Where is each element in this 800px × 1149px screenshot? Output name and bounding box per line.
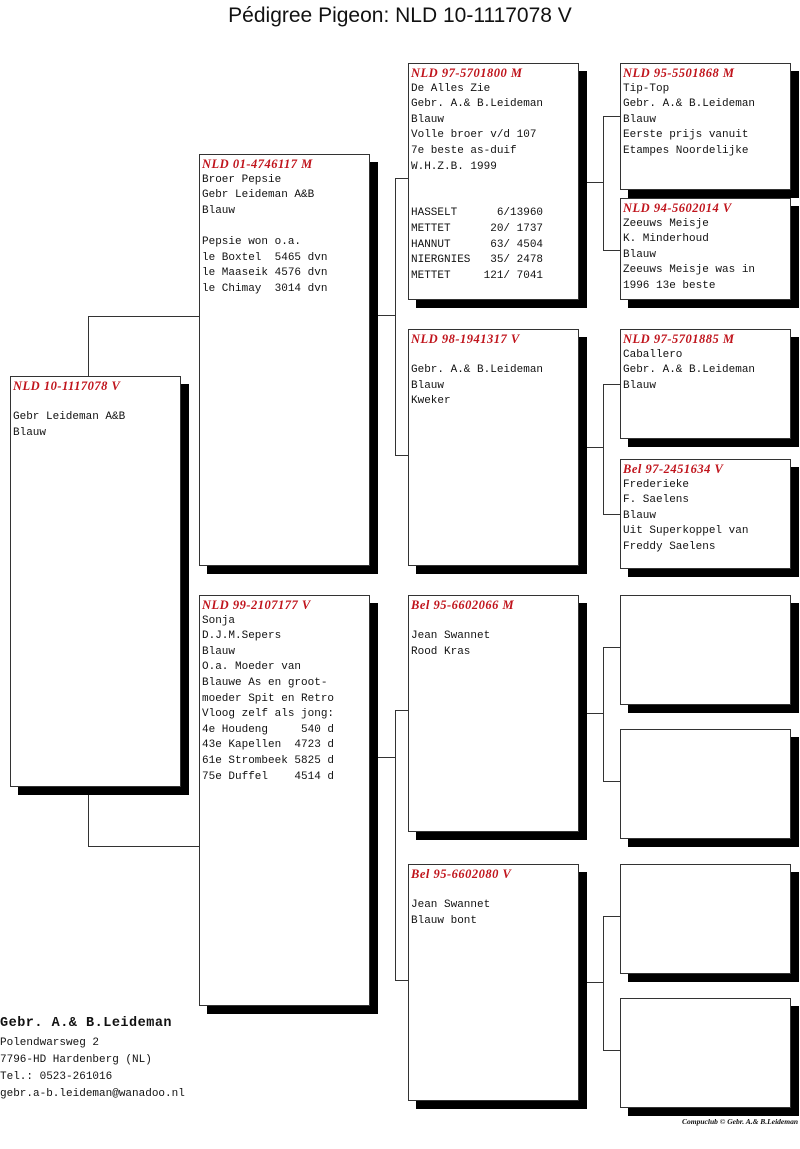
- pigeon-info-line: Rood Kras: [411, 645, 471, 658]
- ring-number: [623, 598, 788, 614]
- pigeon-info-line: Jean Swannet: [411, 899, 491, 912]
- breeder-email: gebr.a-b.leideman@wanadoo.nl: [0, 1088, 185, 1100]
- pigeon-info-line: Blauw: [411, 113, 445, 126]
- pigeon-info-line: Gebr Leideman A&B: [202, 189, 315, 202]
- pigeon-info-line: [411, 175, 576, 191]
- ring-number: NLD 01-4746117 M: [202, 157, 313, 171]
- pigeon-card: [408, 595, 579, 832]
- connector-line: [586, 447, 603, 448]
- pigeon-info-line: Sonja: [202, 614, 236, 627]
- pigeon-info-line: Eerste prijs vanuit: [623, 129, 749, 142]
- pigeon-info-line: Blauw: [623, 248, 657, 261]
- breeder-phone: Tel.: 0523-261016: [0, 1071, 113, 1083]
- page-title: Pédigree Pigeon: NLD 10-1117078 V: [228, 4, 572, 27]
- pigeon-info-line: Blauw bont: [411, 914, 478, 927]
- pigeon-card: [620, 864, 791, 974]
- connector-line: [603, 647, 620, 648]
- connector-line: [395, 178, 408, 179]
- ring-number: Bel 97-2451634 V: [623, 462, 724, 476]
- ring-number: NLD 95-5501868 M: [623, 66, 735, 80]
- software-credit: Compuclub © Gebr. A.& B.Leideman: [682, 1117, 798, 1126]
- pigeon-info-line: Kweker: [411, 395, 451, 408]
- ring-number: [623, 867, 788, 883]
- connector-line: [395, 710, 396, 980]
- pigeon-info-line: De Alles Zie: [411, 82, 491, 95]
- ring-number: NLD 97-5701800 M: [411, 66, 523, 80]
- ring-number: Bel 95-6602066 M: [411, 598, 515, 612]
- pigeon-info-line: [411, 614, 576, 630]
- ring-number: NLD 94-5602014 V: [623, 201, 732, 215]
- pigeon-info-line: Blauw: [411, 379, 445, 392]
- connector-line: [88, 316, 89, 376]
- pigeon-card: [620, 63, 791, 190]
- breeder-info: [0, 1015, 185, 1103]
- ring-number: NLD 10-1117078 V: [13, 379, 121, 393]
- pigeon-card: [408, 329, 579, 566]
- breeder-address: Polendwarsweg 2: [0, 1037, 100, 1049]
- pigeon-info-line: Blauw: [623, 113, 657, 126]
- pigeon-info-line: K. Minderhoud: [623, 233, 709, 246]
- pigeon-info-line: Jean Swannet: [411, 630, 491, 643]
- pigeon-card: [620, 998, 791, 1108]
- pigeon-info-line: moeder Spit en Retro: [202, 692, 335, 705]
- pigeon-info-line: D.J.M.Sepers: [202, 630, 282, 643]
- pigeon-info-line: Tip-Top: [623, 82, 670, 95]
- connector-line: [88, 794, 89, 847]
- connector-line: [603, 514, 620, 515]
- connector-line: [586, 182, 603, 183]
- connector-line: [88, 316, 199, 317]
- connector-line: [603, 916, 604, 1050]
- connector-line: [603, 384, 604, 514]
- pigeon-info-line: HANNUT 63/ 4504: [411, 238, 544, 251]
- pigeon-info-line: 43e Kapellen 4723 d: [202, 739, 335, 752]
- connector-line: [88, 846, 199, 847]
- pigeon-info-line: Blauwe As en groot-: [202, 676, 328, 689]
- connector-line: [603, 116, 604, 250]
- pigeon-card: [620, 729, 791, 839]
- connector-line: [603, 384, 620, 385]
- pigeon-info-line: Blauw: [202, 204, 236, 217]
- pigeon-info-line: Etampes Noordelijke: [623, 144, 749, 157]
- pigeon-info-line: Broer Pepsie: [202, 173, 282, 186]
- pigeon-info-line: Blauw: [623, 379, 657, 392]
- pigeon-info-line: 4e Houdeng 540 d: [202, 723, 335, 736]
- pigeon-info-line: 61e Strombeek 5825 d: [202, 754, 335, 767]
- pigeon-info-line: Blauw: [623, 509, 657, 522]
- pigeon-info-line: Gebr. A.& B.Leideman: [623, 364, 756, 377]
- ring-number: [623, 1001, 788, 1017]
- connector-line: [603, 250, 620, 251]
- pigeon-info-line: le Chimay 3014 dvn: [202, 282, 328, 295]
- pigeon-info-line: METTET 121/ 7041: [411, 269, 544, 282]
- ring-number: [623, 732, 788, 748]
- pigeon-card: [620, 329, 791, 439]
- connector-line: [603, 916, 620, 917]
- pigeon-info-line: Blauw: [202, 645, 236, 658]
- pigeon-info-line: Volle broer v/d 107: [411, 129, 537, 142]
- pigeon-info-line: [13, 395, 178, 411]
- ring-number: NLD 98-1941317 V: [411, 332, 520, 346]
- ring-number: NLD 97-5701885 M: [623, 332, 735, 346]
- pigeon-info-line: le Maaseik 4576 dvn: [202, 267, 328, 280]
- pigeon-info-line: 75e Duffel 4514 d: [202, 770, 335, 783]
- pigeon-info-line: Blauw: [13, 426, 47, 439]
- pigeon-info-line: F. Saelens: [623, 494, 690, 507]
- pigeon-info-line: [411, 348, 576, 364]
- pigeon-info-line: Gebr. A.& B.Leideman: [411, 364, 544, 377]
- pigeon-info-line: Freddy Saelens: [623, 540, 716, 553]
- pigeon-card: [620, 198, 791, 300]
- connector-line: [395, 980, 408, 981]
- pigeon-info-line: Gebr Leideman A&B: [13, 411, 126, 424]
- pigeon-info-line: Caballero: [623, 348, 683, 361]
- pigeon-card: [199, 595, 370, 1006]
- connector-line: [603, 781, 620, 782]
- pigeon-info-line: 1996 13e beste: [623, 279, 716, 292]
- connector-line: [378, 315, 395, 316]
- pigeon-info-line: Uit Superkoppel van: [623, 525, 749, 538]
- pigeon-info-line: W.H.Z.B. 1999: [411, 160, 497, 173]
- connector-line: [378, 757, 395, 758]
- pigeon-card-subject: [10, 376, 181, 787]
- connector-line: [395, 178, 396, 455]
- pigeon-info-line: Gebr. A.& B.Leideman: [411, 98, 544, 111]
- breeder-city: 7796-HD Hardenberg (NL): [0, 1054, 152, 1066]
- pigeon-info-line: Frederieke: [623, 478, 690, 491]
- connector-line: [603, 116, 620, 117]
- pigeon-card: [620, 595, 791, 705]
- connector-line: [395, 455, 408, 456]
- pigeon-info-line: Zeeuws Meisje was in: [623, 264, 756, 277]
- connector-line: [586, 713, 603, 714]
- connector-line: [603, 1050, 620, 1051]
- pigeon-card: [408, 864, 579, 1101]
- pigeon-info-line: NIERGNIES 35/ 2478: [411, 254, 544, 267]
- pigeon-info-line: Vloog zelf als jong:: [202, 708, 335, 721]
- pigeon-card: [199, 154, 370, 566]
- breeder-name: Gebr. A.& B.Leideman: [0, 1016, 173, 1031]
- pigeon-info-line: 7e beste as-duif: [411, 144, 517, 157]
- pigeon-info-line: HASSELT 6/13960: [411, 207, 544, 220]
- ring-number: Bel 95-6602080 V: [411, 867, 512, 881]
- connector-line: [603, 647, 604, 781]
- pigeon-info-line: O.a. Moeder van: [202, 661, 302, 674]
- pigeon-info-line: le Boxtel 5465 dvn: [202, 251, 328, 264]
- pigeon-info-line: [411, 191, 576, 207]
- connector-line: [586, 982, 603, 983]
- pigeon-info-line: Gebr. A.& B.Leideman: [623, 98, 756, 111]
- ring-number: NLD 99-2107177 V: [202, 598, 311, 612]
- connector-line: [395, 710, 408, 711]
- pigeon-info-line: [202, 219, 367, 235]
- pigeon-card: [408, 63, 579, 300]
- pigeon-info-line: Pepsie won o.a.: [202, 235, 302, 248]
- pigeon-info-line: [411, 883, 576, 899]
- pigeon-info-line: Zeeuws Meisje: [623, 217, 709, 230]
- pigeon-card: [620, 459, 791, 569]
- pigeon-info-line: METTET 20/ 1737: [411, 222, 544, 235]
